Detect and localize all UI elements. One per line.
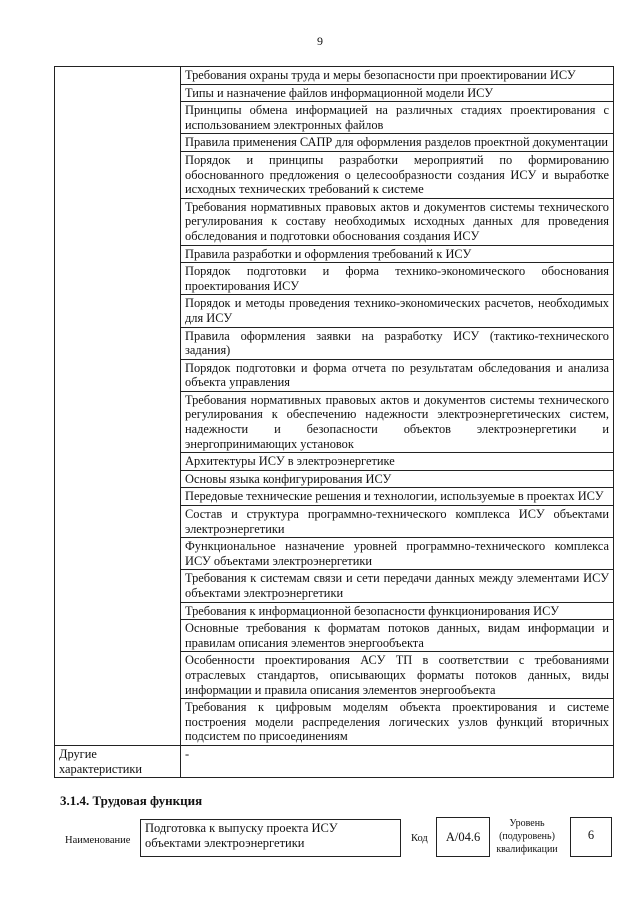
requirement-text: Особенности проектирования АСУ ТП в соответствии с требованиями отраслевых стандартов, описывающих форматы потоков данных, виды информации и правила описания элементов энергообъекта: [181, 652, 614, 699]
requirement-text: Функциональное назначение уровней программно-технического комплекса ИСУ объектами электроэнергетики: [181, 538, 614, 570]
requirement-text: Требования нормативных правовых актов и документов системы технического регулирования к обеспечению надежности электроэнергетических систем, надежности и безопасности объектов электроэнергетики и энергопринимающих установок: [181, 391, 614, 452]
level-label: Уровень (подуровень) квалификации: [496, 818, 558, 855]
code-value: А/04.6: [436, 817, 490, 857]
requirement-text: Требования нормативных правовых актов и документов системы технического регулирования к составу необходимых исходных данных для проведения обследования и подготовки обоснования создания ИСУ: [181, 198, 614, 245]
requirement-text: Правила разработки и оформления требований к ИСУ: [181, 245, 614, 263]
requirement-text: Порядок и принципы разработки мероприятий по формированию обоснованного предложения о целесообразности создания ИСУ и выработке исходных технических требований к системе: [181, 151, 614, 198]
name-label: Наименование: [65, 835, 131, 846]
requirement-text: Порядок и методы проведения технико-экономических расчетов, необходимых для ИСУ: [181, 295, 614, 327]
level-value: 6: [570, 817, 612, 857]
requirement-text: Требования к информационной безопасности функционирования ИСУ: [181, 602, 614, 620]
requirement-text: Архитектуры ИСУ в электроэнергетике: [181, 453, 614, 471]
requirement-left-cell: [55, 67, 181, 746]
requirement-text: Основы языка конфигурирования ИСУ: [181, 470, 614, 488]
name-value: Подготовка к выпуску проекта ИСУ объектами электроэнергетики: [140, 819, 401, 857]
requirement-text: Состав и структура программно-технического комплекса ИСУ объектами электроэнергетики: [181, 506, 614, 538]
requirement-text: Типы и назначение файлов информационной модели ИСУ: [181, 84, 614, 102]
code-label: Код: [411, 833, 428, 844]
requirement-text: Передовые технические решения и технологии, используемые в проектах ИСУ: [181, 488, 614, 506]
requirement-text: Правила оформления заявки на разработку ИСУ (тактико-технического задания): [181, 327, 614, 359]
requirement-text: Требования к цифровым моделям объекта проектирования и системе построения модели распределения логических узлов функций вторичных подсистем по присоединениям: [181, 699, 614, 746]
requirement-text: Основные требования к форматам потоков данных, видам информации и правилам описания элементов энергообъекта: [181, 620, 614, 652]
other-characteristics-row: [55, 745, 614, 777]
requirement-text: Принципы обмена информацией на различных стадиях проектирования с использованием электронных файлов: [181, 102, 614, 134]
labor-function-header: [60, 815, 612, 859]
other-characteristics-label: Другие характеристики: [55, 745, 181, 777]
requirement-text: Порядок подготовки и форма технико-экономического обоснования проектирования ИСУ: [181, 263, 614, 295]
requirement-text: Требования охраны труда и меры безопасности при проектировании ИСУ: [181, 67, 614, 85]
requirement-text: Правила применения САПР для оформления разделов проектной документации: [181, 134, 614, 152]
requirements-table: [54, 66, 614, 778]
page-number: 9: [317, 34, 323, 48]
requirement-text: Порядок подготовки и форма отчета по результатам обследования и анализа объекта управления: [181, 359, 614, 391]
requirement-text: Требования к системам связи и сети передачи данных между элементами ИСУ объектами электроэнергетики: [181, 570, 614, 602]
requirement-row: [55, 67, 614, 85]
section-title: 3.1.4. Трудовая функция: [60, 793, 203, 808]
other-characteristics-value: -: [181, 745, 614, 777]
